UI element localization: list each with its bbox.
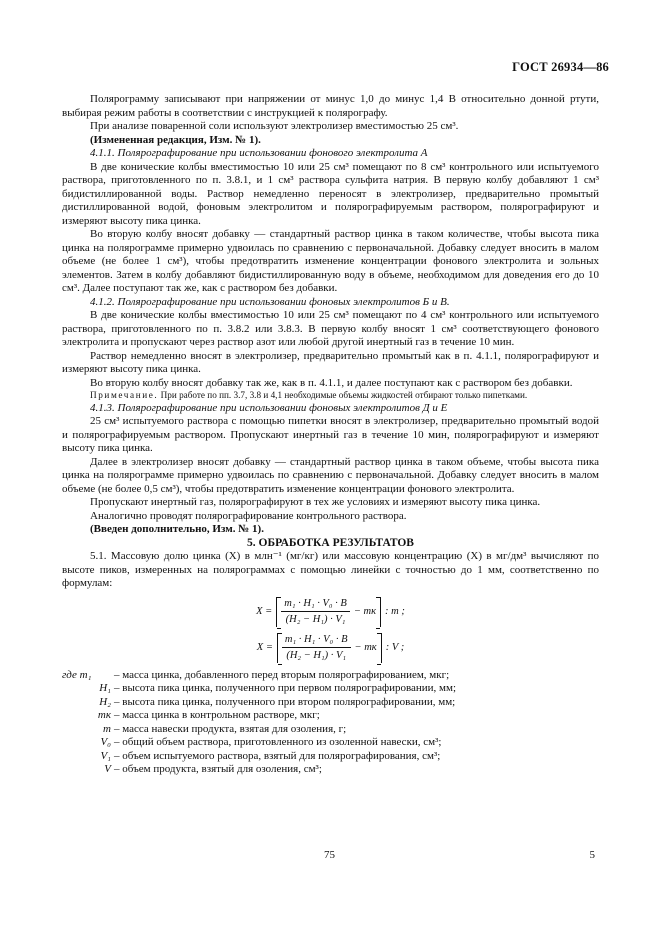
paragraph: Во вторую колбу вносят добавку — стандартный раствор цинка в таком количестве, чтобы высота пика цинка на полярограмме примерно удвоилась по сравнению с первоначальной. Добавку следует вносить в малом объеме (не более 1 см³), чтобы предотвратить изменение концентрации фонового электролита и зольных элементов. Затем в колбу добавляют бидистиллированную воду в объеме, необходимом для доведения его до 10 см³. Далее поступают так же, как с раствором без добавки. <box>62 228 599 294</box>
subsection-heading: 4.1.3. Полярографирование при использовании фоновых электролитов Д и Е <box>90 401 448 414</box>
definition-symbol: V <box>104 763 111 775</box>
note-label: Примечание. <box>90 390 159 400</box>
paragraph: Во вторую колбу вносят добавку так же, как в п. 4.1.1, и далее поступают как с раствором без добавки. <box>90 376 573 389</box>
paragraph: В две конические колбы вместимостью 10 или 25 см³ помещают по 8 см³ контрольного или испытуемого раствора, приготовленного по п. 3.8.1, и 1 см³ раствора сульфита натрия. В первую колбу добавляют 1 см³ бидистиллированной воды. Раствор немедленно переносят в электролизер, предварительно промытый дистиллированной водой, фоновым электролитом и полярографируемым раствором, полярографируют и измеряют высоту пика цинка. <box>62 160 599 227</box>
definition-symbol: V₁ <box>100 749 111 762</box>
definition-symbol: H₁ <box>99 682 111 694</box>
paragraph: Аналогично проводят полярографирование контрольного раствора. <box>90 509 407 522</box>
paragraph: Полярограмму записывают при напряжении от минус 1,0 до минус 1,4 В относительно донной ртути, выбирая режим работы в соответствии с инструкцией к полярографу. <box>62 93 599 119</box>
definition-row <box>62 750 599 764</box>
subsection-heading: 4.1.1. Полярографирование при использовании фонового электролита А <box>90 147 428 159</box>
definition-row <box>62 723 599 737</box>
definition-text: – общий объем раствора, приготовленного из озоленной навески, см³; <box>114 736 442 748</box>
formula-bracket <box>277 633 382 663</box>
definition-text: – объем испытуемого раствора, взятый для полярографирования, см³; <box>114 749 441 762</box>
definition-row <box>62 669 599 683</box>
formula-lhs: X = <box>256 605 273 617</box>
definition-text: – высота пика цинка, полученного при первом полярографировании, мм; <box>114 682 457 694</box>
formula-numerator: m₁ · H₁ · V₀ · B <box>282 633 351 649</box>
definition-row <box>62 682 599 696</box>
formula-tail: : m ; <box>385 605 405 617</box>
definition-symbol: mк <box>97 709 111 721</box>
paragraph: В две конические колбы вместимостью 10 или 25 см³ помещают по 4 см³ контрольного или испытуемого раствора, приготовленного по п. 3.8.2 или 3.8.3. В первую колбу вносят 1 см³ соответствующего фонового электролита и пропускают через раствор азот или любой другой инертный газ в течение 10 мин. <box>62 309 599 348</box>
definition-row <box>62 736 599 750</box>
definition-row <box>62 696 599 710</box>
note-text: При работе по пп. 3.7, 3.8 и 4,1 необходимые объемы жидкостей отбирают только пипетками. <box>158 390 528 400</box>
definition-text: – объем продукта, взятый для озоления, см³; <box>114 763 322 775</box>
definition-text: – масса навески продукта, взятая для озоления, г; <box>114 722 347 735</box>
paragraph: Пропускают инертный газ, полярографируют в тех же условиях и измеряют высоту пика цинка. <box>90 496 541 508</box>
formula-minus-term: − mк <box>354 641 377 653</box>
formula-denominator: (H₂ − H₁) · V₁ <box>286 650 347 661</box>
document-body <box>62 93 599 777</box>
paragraph: При анализе поваренной соли используют электролизер вместимостью 25 см³. <box>90 120 459 132</box>
formula-fraction <box>282 633 351 663</box>
definition-text: – масса цинка в контрольном растворе, мкг; <box>114 709 320 721</box>
subsection-heading: 4.1.2. Полярографирование при использовании фоновых электролитов Б и В. <box>90 295 450 308</box>
formula-tail: : V ; <box>385 641 405 653</box>
definition-row <box>62 709 599 723</box>
definition-text: – масса цинка, добавленного перед вторым полярографированием, мкг; <box>114 668 450 681</box>
formula-mass-concentration <box>62 633 599 663</box>
paragraph: Далее в электролизер вносят добавку — стандартный раствор цинка в таком объеме, чтобы высота пика цинка на полярограмме примерно удвоилась по сравнению с первоначальной. Добавку следует вносить в малом объеме (не более 0,5 см³), чтобы предотвратить изменение концентрации фонового электролита. <box>62 455 599 495</box>
definition-symbol: V₀ <box>100 736 111 748</box>
section-title: 5. ОБРАБОТКА РЕЗУЛЬТАТОВ <box>247 536 414 549</box>
standard-header: ГОСТ 26934—86 <box>512 60 609 74</box>
definition-symbol: m <box>103 722 111 735</box>
definition-row <box>62 763 599 777</box>
page-number: 75 <box>324 849 335 861</box>
formula-denominator: (H₂ − H₁) · V₁ <box>285 614 346 625</box>
sheet-number: 5 <box>589 849 595 861</box>
note <box>62 390 599 402</box>
formula-fraction <box>281 597 350 627</box>
amendment-note: (Измененная редакция, Изм. № 1). <box>90 133 261 146</box>
formula-minus-term: − mк <box>353 605 377 617</box>
definition-symbol: H₂ <box>99 695 111 708</box>
definition-symbol: где m₁ <box>62 668 92 681</box>
formula-mass-fraction <box>62 597 599 627</box>
definition-text: – высота пика цинка, полученного при втором полярографировании, мм; <box>114 695 456 708</box>
paragraph: 5.1. Массовую долю цинка (X) в млн⁻¹ (мг/кг) или массовую концентрацию (X) в мг/дм³ вычисляют по высоте пиков, измеренных на полярограммах с помощью линейки с точностью до 1 мм, соответственно по формулам: <box>62 550 599 589</box>
paragraph: Раствор немедленно вносят в электролизер, предварительно промытый как в п. 4.1.1, полярографируют и измеряют высоту пика цинка. <box>62 349 599 375</box>
formula-lhs: X = <box>256 641 273 653</box>
formula-numerator: m₁ · H₁ · V₀ · B <box>281 597 350 613</box>
amendment-note: (Введен дополнительно, Изм. № 1). <box>90 523 264 535</box>
definitions-list <box>62 669 599 777</box>
paragraph: 25 см³ испытуемого раствора с помощью пипетки вносят в электролизер, предварительно промытый водой и полярографируемым раствором. Пропускают инертный газ в течение 10 мин, полярографируют и измеряют высоту пика цинка. <box>62 415 599 454</box>
formula-bracket <box>276 597 381 627</box>
